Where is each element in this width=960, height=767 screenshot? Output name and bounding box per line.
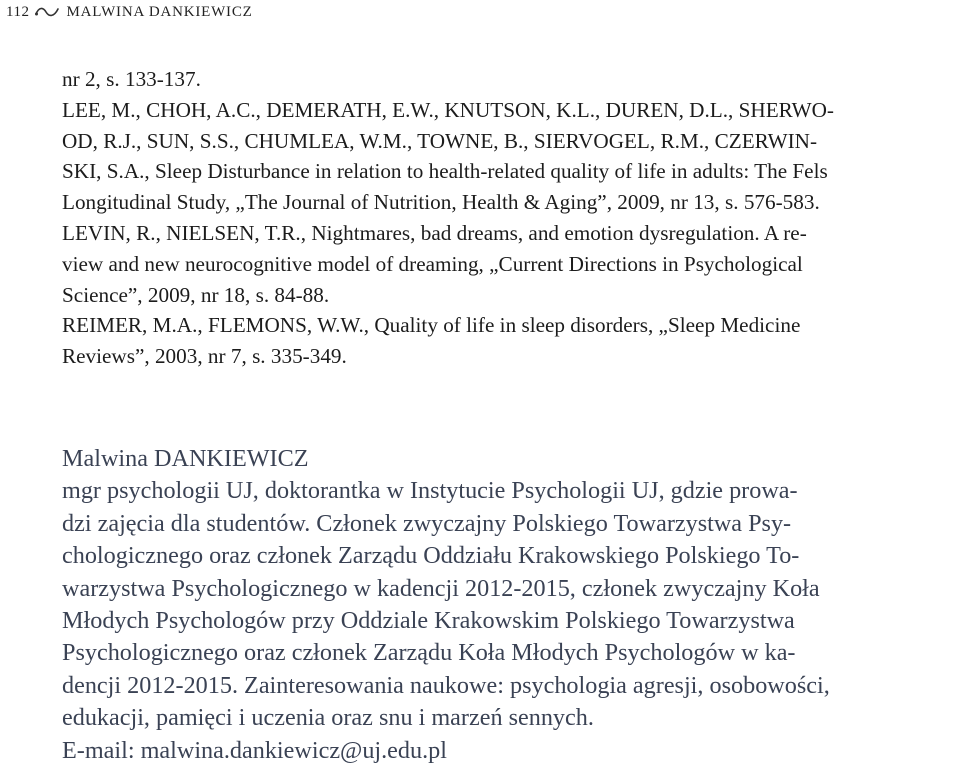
author-bio xyxy=(62,443,956,767)
running-head-author: MALWINA DANKIEWICZ xyxy=(66,3,253,20)
reference-line: Reviews”, 2003, nr 7, s. 335-349. xyxy=(62,344,347,369)
reference-line: nr 2, s. 133-137. xyxy=(62,67,201,91)
references-section xyxy=(62,64,956,372)
bio-line: mgr psychologii UJ, doktorantka w Instytucie Psychologii UJ, gdzie prowa- xyxy=(62,477,798,505)
bio-line: warzystwa Psychologicznego w kadencji 2012-2015, członek zwyczajny Koła xyxy=(62,574,820,602)
reference-line: Longitudinal Study, „The Journal of Nutrition, Health & Aging”, 2009, nr 13, s. 576-583. xyxy=(62,190,820,215)
reference-line: LEE, M., CHOH, A.C., DEMERATH, E.W., KNUTSON, K.L., DUREN, D.L., SHERWO- xyxy=(62,97,834,122)
reference-line: REIMER, M.A., FLEMONS, W.W., Quality of life in sleep disorders, „Sleep Medicine xyxy=(62,313,801,338)
reference-line: view and new neurocognitive model of dreaming, „Current Directions in Psychological xyxy=(62,251,803,276)
bio-line: dencji 2012-2015. Zainteresowania naukowe: psychologia agresji, osobowości, xyxy=(62,671,830,699)
bio-name: Malwina DANKIEWICZ xyxy=(62,445,309,472)
bio-line: Psychologicznego oraz członek Zarządu Koła Młodych Psychologów w ka- xyxy=(62,639,796,667)
bio-line: dzi zajęcia dla studentów. Członek zwyczajny Polskiego Towarzystwa Psy- xyxy=(62,509,792,537)
page-number: 112 xyxy=(6,3,30,20)
bio-line: Młodych Psychologów przy Oddziale Krakowskim Polskiego Towarzystwa xyxy=(62,607,795,635)
bio-line: edukacji, pamięci i uczenia oraz snu i marzeń sennych. xyxy=(62,704,594,732)
reference-line: LEVIN, R., NIELSEN, T.R., Nightmares, bad dreams, and emotion dysregulation. A re- xyxy=(62,220,807,245)
bio-email-line: E-mail: malwina.dankiewicz@uj.edu.pl xyxy=(62,736,447,764)
running-head xyxy=(6,2,253,22)
reference-line: OD, R.J., SUN, S.S., CHUMLEA, W.M., TOWNE, B., SIERVOGEL, R.M., CZERWIN- xyxy=(62,128,818,153)
reference-line: Science”, 2009, nr 18, s. 84-88. xyxy=(62,282,330,307)
reference-line: SKI, S.A., Sleep Disturbance in relation to health-related quality of life in adults: The Fels xyxy=(62,159,828,184)
bio-line: chologicznego oraz członek Zarządu Oddziału Krakowskiego Polskiego To- xyxy=(62,542,800,570)
swash-ornament-icon xyxy=(34,6,60,18)
